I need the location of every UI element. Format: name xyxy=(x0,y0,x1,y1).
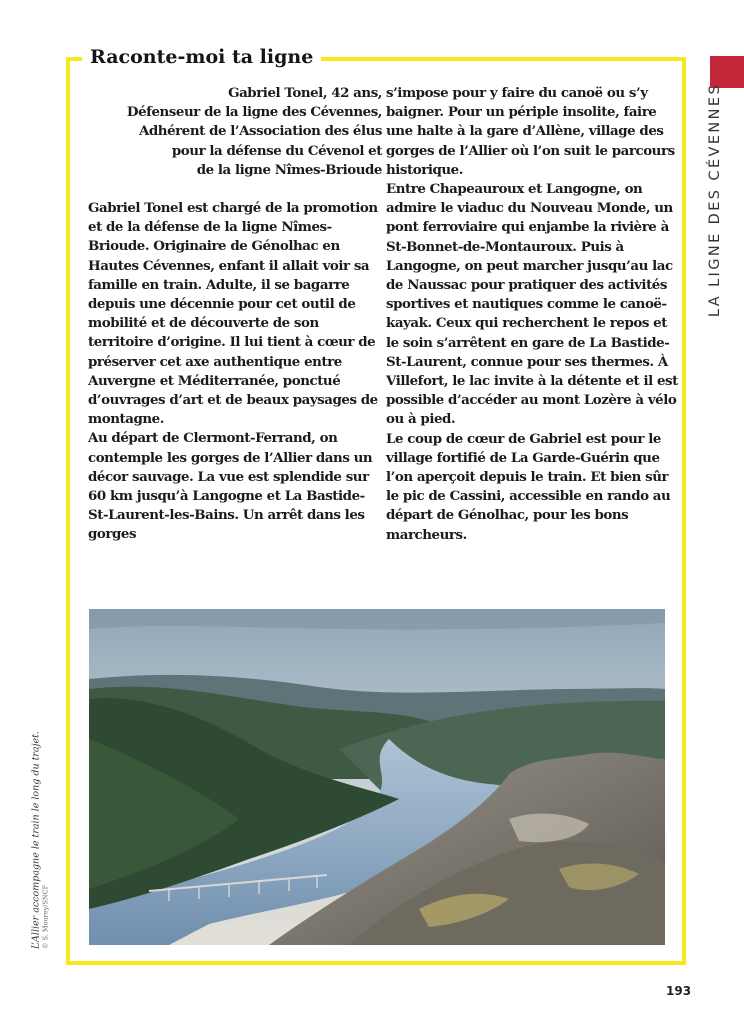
intro-line: Adhérent de l’Association des élus xyxy=(138,123,382,140)
intro-line: pour la défense du Cévenol et xyxy=(171,142,382,159)
photo-caption xyxy=(31,731,50,949)
page-number: 193 xyxy=(666,984,692,998)
landscape-photo xyxy=(89,609,665,945)
body-paragraph: s’impose pour y faire du canoë ou s’y baigner. Pour un périple insolite, faire une halte à la gare d’Allène, village des gorges de l’Allier où l’on suit le parcours historique. xyxy=(386,85,675,178)
right-column xyxy=(386,84,678,545)
intro-line: Gabriel Tonel, 42 ans, xyxy=(228,85,382,101)
caption-text: L’Allier accompagne le train le long du trajet. xyxy=(30,730,42,950)
intro-line: de la ligne Nîmes-Brioude xyxy=(196,161,382,178)
intro-line: Défenseur de la ligne des Cévennes, xyxy=(126,104,382,121)
section-label: LA LIGNE DES CÉVENNES xyxy=(707,82,723,318)
photo-credit: © S. Mourey/SNCF xyxy=(41,884,50,950)
body-paragraph: Le coup de cœur de Gabriel est pour le village fortifié de La Garde-Guérin que l’on aperçoit depuis le train. Et bien sûr le pic de Cassini, accessible en rando au départ de Génolhac, pour les bons marcheurs. xyxy=(386,430,671,543)
body-paragraph: Entre Chapeauroux et Langogne, on admire le viaduc du Nouveau Monde, un pont ferroviaire qui enjambe la rivière à St-Bonnet-de-Montauroux. Puis à Langogne, on peut marcher jusqu’au lac de Naussac pour pratiquer des activités sportives et nautiques comme le canoë-kayak. Ceux qui recherchent le repos et le soin s’arrêtent en gare de La Bastide-St-Laurent, connue pour ses thermes. À Villefort, le lac invite à la détente et il est possible d’accéder au mont Lozère à vélo ou à pied. xyxy=(386,181,678,428)
body-paragraph: Au départ de Clermont-Ferrand, on contemple les gorges de l’Allier dans un décor sauvage. La vue est splendide sur 60 km jusqu’à Langogne et La Bastide-St-Laurent-les-Bains. Un arrêt dans les gorges xyxy=(88,430,373,543)
left-column xyxy=(88,84,382,545)
article-title: Raconte-moi ta ligne xyxy=(82,42,321,72)
author-intro xyxy=(88,84,382,180)
body-paragraph: Gabriel Tonel est chargé de la promotion et de la défense de la ligne Nîmes-Brioude. Originaire de Génolhac en Hautes Cévennes, enfant il allait voir sa famille en train. Adulte, il se bagarre depuis une décennie pour cet outil de mobilité et de découverte de son territoire d’origine. Il lui tient à cœur de préserver cet axe authentique entre Auvergne et Méditerranée, ponctué d’ouvrages d’art et de beaux paysages de montagne. xyxy=(88,200,378,428)
